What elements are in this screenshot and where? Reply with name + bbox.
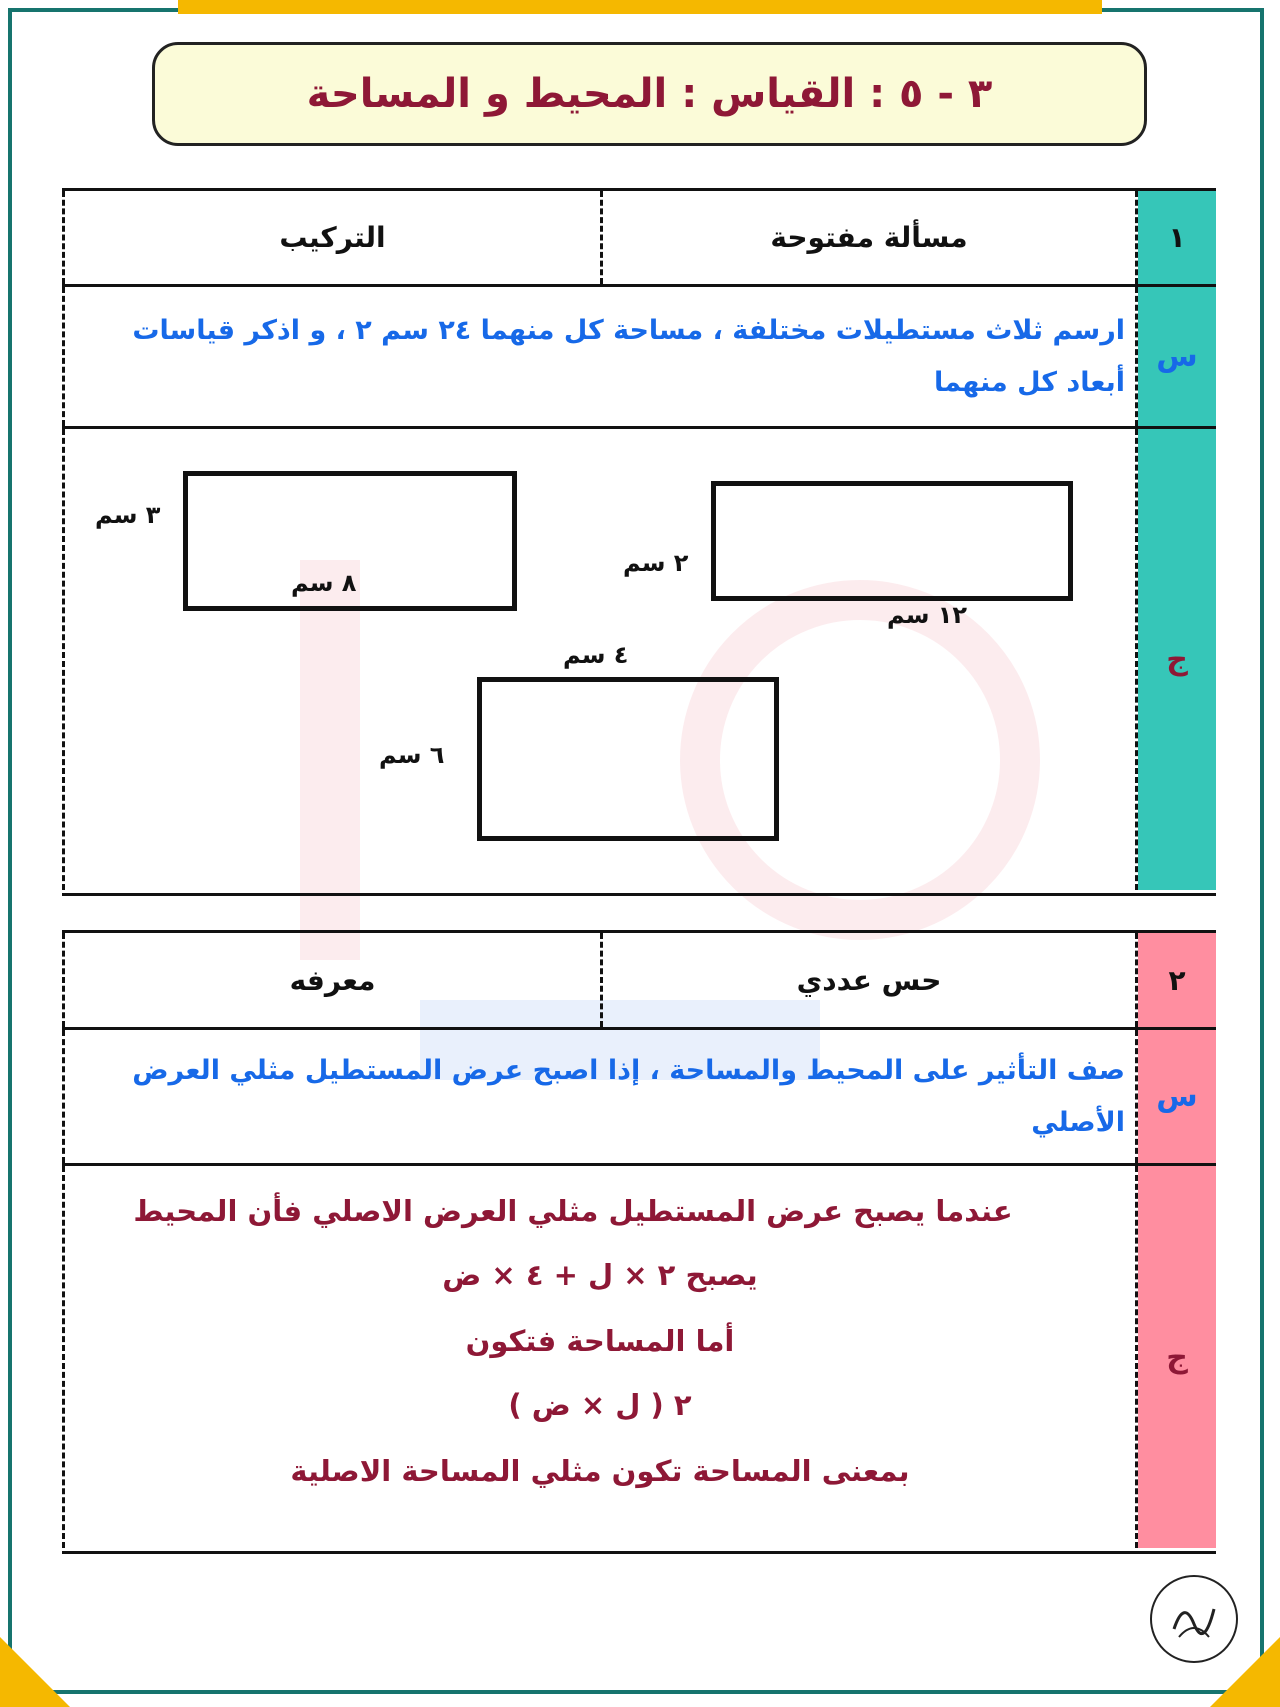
rectangle-1-height-label: ٢ سم — [623, 549, 689, 577]
problem-1-question-row — [62, 284, 1216, 426]
problem-1-question: ارسم ثلاث مستطيلات مختلفة ، مساحة كل منهما ٢٤ سم ٢ ، و اذكر قياسات أبعاد كل منهما — [132, 314, 1125, 398]
problem-2-question-label: س — [1138, 1030, 1216, 1163]
rectangle-1-width-label: ١٢ سم — [887, 601, 968, 629]
rectangle-2-width-label: ٨ سم — [291, 569, 357, 597]
title-banner — [152, 42, 1147, 146]
problem-1-block — [62, 188, 1216, 896]
problem-2-category: حس عددي — [600, 933, 1135, 1027]
corner-decoration-left — [0, 1637, 70, 1707]
calligraphy-seal-icon — [1150, 1575, 1238, 1663]
rectangle-12-by-2 — [711, 481, 1073, 601]
page-title: ٣ - ٥ : القياس : المحيط و المساحة — [306, 71, 993, 117]
problem-2-answer-row — [62, 1163, 1216, 1548]
problem-1-answer-row — [62, 426, 1216, 890]
problem-2-question-row — [62, 1027, 1216, 1163]
rectangle-3-height-label: ٦ سم — [379, 741, 445, 769]
problem-2-number: ٢ — [1138, 933, 1216, 1027]
problem-2-level: معرفه — [289, 963, 376, 997]
problem-2-block — [62, 930, 1216, 1554]
rectangle-4-by-6 — [477, 677, 779, 841]
problem-2-answer-label: ج — [1138, 1166, 1216, 1548]
problem-1-category: مسألة مفتوحة — [600, 191, 1135, 284]
problem-1-level: التركيب — [279, 221, 386, 254]
answer-line-2: يصبح ٢ × ل + ٤ × ض — [442, 1258, 758, 1292]
problem-1-header-row — [62, 191, 1216, 284]
problem-1-number: ١ — [1138, 191, 1216, 284]
problem-1-answer-label: ج — [1138, 429, 1216, 890]
problem-2-question: صف التأثير على المحيط والمساحة ، إذا اصبح عرض المستطيل مثلي العرض الأصلي — [132, 1054, 1125, 1138]
answer-line-1: عندما يصبح عرض المستطيل مثلي العرض الاصلي فأن المحيط — [133, 1194, 1013, 1228]
rectangle-3-width-label: ٤ سم — [563, 641, 629, 669]
answer-line-3: أما المساحة فتكون — [465, 1324, 735, 1358]
problem-1-question-label: س — [1138, 287, 1216, 426]
rectangle-2-height-label: ٣ سم — [95, 501, 161, 529]
problem-2-answer — [65, 1166, 1135, 1548]
answer-line-5: بمعنى المساحة تكون مثلي المساحة الاصلية — [290, 1454, 910, 1488]
top-accent-bar — [178, 0, 1102, 14]
answer-line-4: ٢ ( ل × ض ) — [508, 1388, 692, 1422]
problem-2-header-row — [62, 933, 1216, 1027]
